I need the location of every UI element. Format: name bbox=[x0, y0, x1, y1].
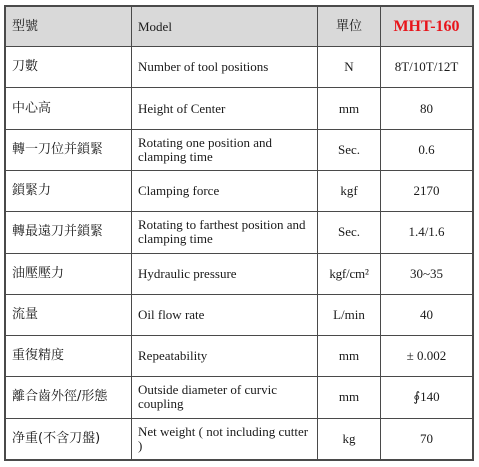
row-zh: 轉一刀位并鎖緊 bbox=[5, 129, 132, 170]
header-en: Model bbox=[132, 6, 318, 47]
row-value: 2170 bbox=[381, 171, 474, 212]
row-zh: 轉最遠刀并鎖緊 bbox=[5, 212, 132, 253]
row-en: Rotating one position and clamping time bbox=[132, 129, 318, 170]
row-en: Hydraulic pressure bbox=[132, 253, 318, 294]
row-unit: kgf bbox=[318, 171, 381, 212]
row-en: Height of Center bbox=[132, 88, 318, 129]
row-unit: mm bbox=[318, 88, 381, 129]
table-row bbox=[5, 418, 473, 460]
table-row bbox=[5, 253, 473, 294]
row-unit: kg bbox=[318, 418, 381, 460]
row-zh: 離合齒外徑/形態 bbox=[5, 377, 132, 418]
header-row bbox=[5, 6, 473, 47]
row-value: ∮140 bbox=[381, 377, 474, 418]
table-row bbox=[5, 212, 473, 253]
table-row bbox=[5, 336, 473, 377]
table-row bbox=[5, 171, 473, 212]
row-en: Net weight ( not including cutter ) bbox=[132, 418, 318, 460]
row-value: 80 bbox=[381, 88, 474, 129]
spec-table bbox=[4, 5, 474, 461]
header-model-value: MHT-160 bbox=[381, 6, 474, 47]
table-row bbox=[5, 88, 473, 129]
row-en: Oil flow rate bbox=[132, 294, 318, 335]
row-en: Repeatability bbox=[132, 336, 318, 377]
row-zh: 鎖緊力 bbox=[5, 171, 132, 212]
row-unit: mm bbox=[318, 336, 381, 377]
row-en: Clamping force bbox=[132, 171, 318, 212]
row-value: 70 bbox=[381, 418, 474, 460]
row-value: 30~35 bbox=[381, 253, 474, 294]
row-value: 1.4/1.6 bbox=[381, 212, 474, 253]
row-unit: N bbox=[318, 47, 381, 88]
row-en: Outside diameter of curvic coupling bbox=[132, 377, 318, 418]
row-value: 8T/10T/12T bbox=[381, 47, 474, 88]
header-unit: 單位 bbox=[318, 6, 381, 47]
row-unit: kgf/cm² bbox=[318, 253, 381, 294]
row-en: Number of tool positions bbox=[132, 47, 318, 88]
row-zh: 刀數 bbox=[5, 47, 132, 88]
row-unit: Sec. bbox=[318, 129, 381, 170]
row-en: Rotating to farthest position and clamping time bbox=[132, 212, 318, 253]
row-value: 40 bbox=[381, 294, 474, 335]
row-zh: 中心高 bbox=[5, 88, 132, 129]
row-zh: 重復精度 bbox=[5, 336, 132, 377]
row-value: 0.6 bbox=[381, 129, 474, 170]
row-zh: 油壓壓力 bbox=[5, 253, 132, 294]
row-unit: L/min bbox=[318, 294, 381, 335]
table-row bbox=[5, 47, 473, 88]
table-row bbox=[5, 129, 473, 170]
header-zh: 型號 bbox=[5, 6, 132, 47]
row-value: ± 0.002 bbox=[381, 336, 474, 377]
row-zh: 净重(不含刀盤) bbox=[5, 418, 132, 460]
row-unit: mm bbox=[318, 377, 381, 418]
row-unit: Sec. bbox=[318, 212, 381, 253]
table-row bbox=[5, 294, 473, 335]
table-row bbox=[5, 377, 473, 418]
row-zh: 流量 bbox=[5, 294, 132, 335]
